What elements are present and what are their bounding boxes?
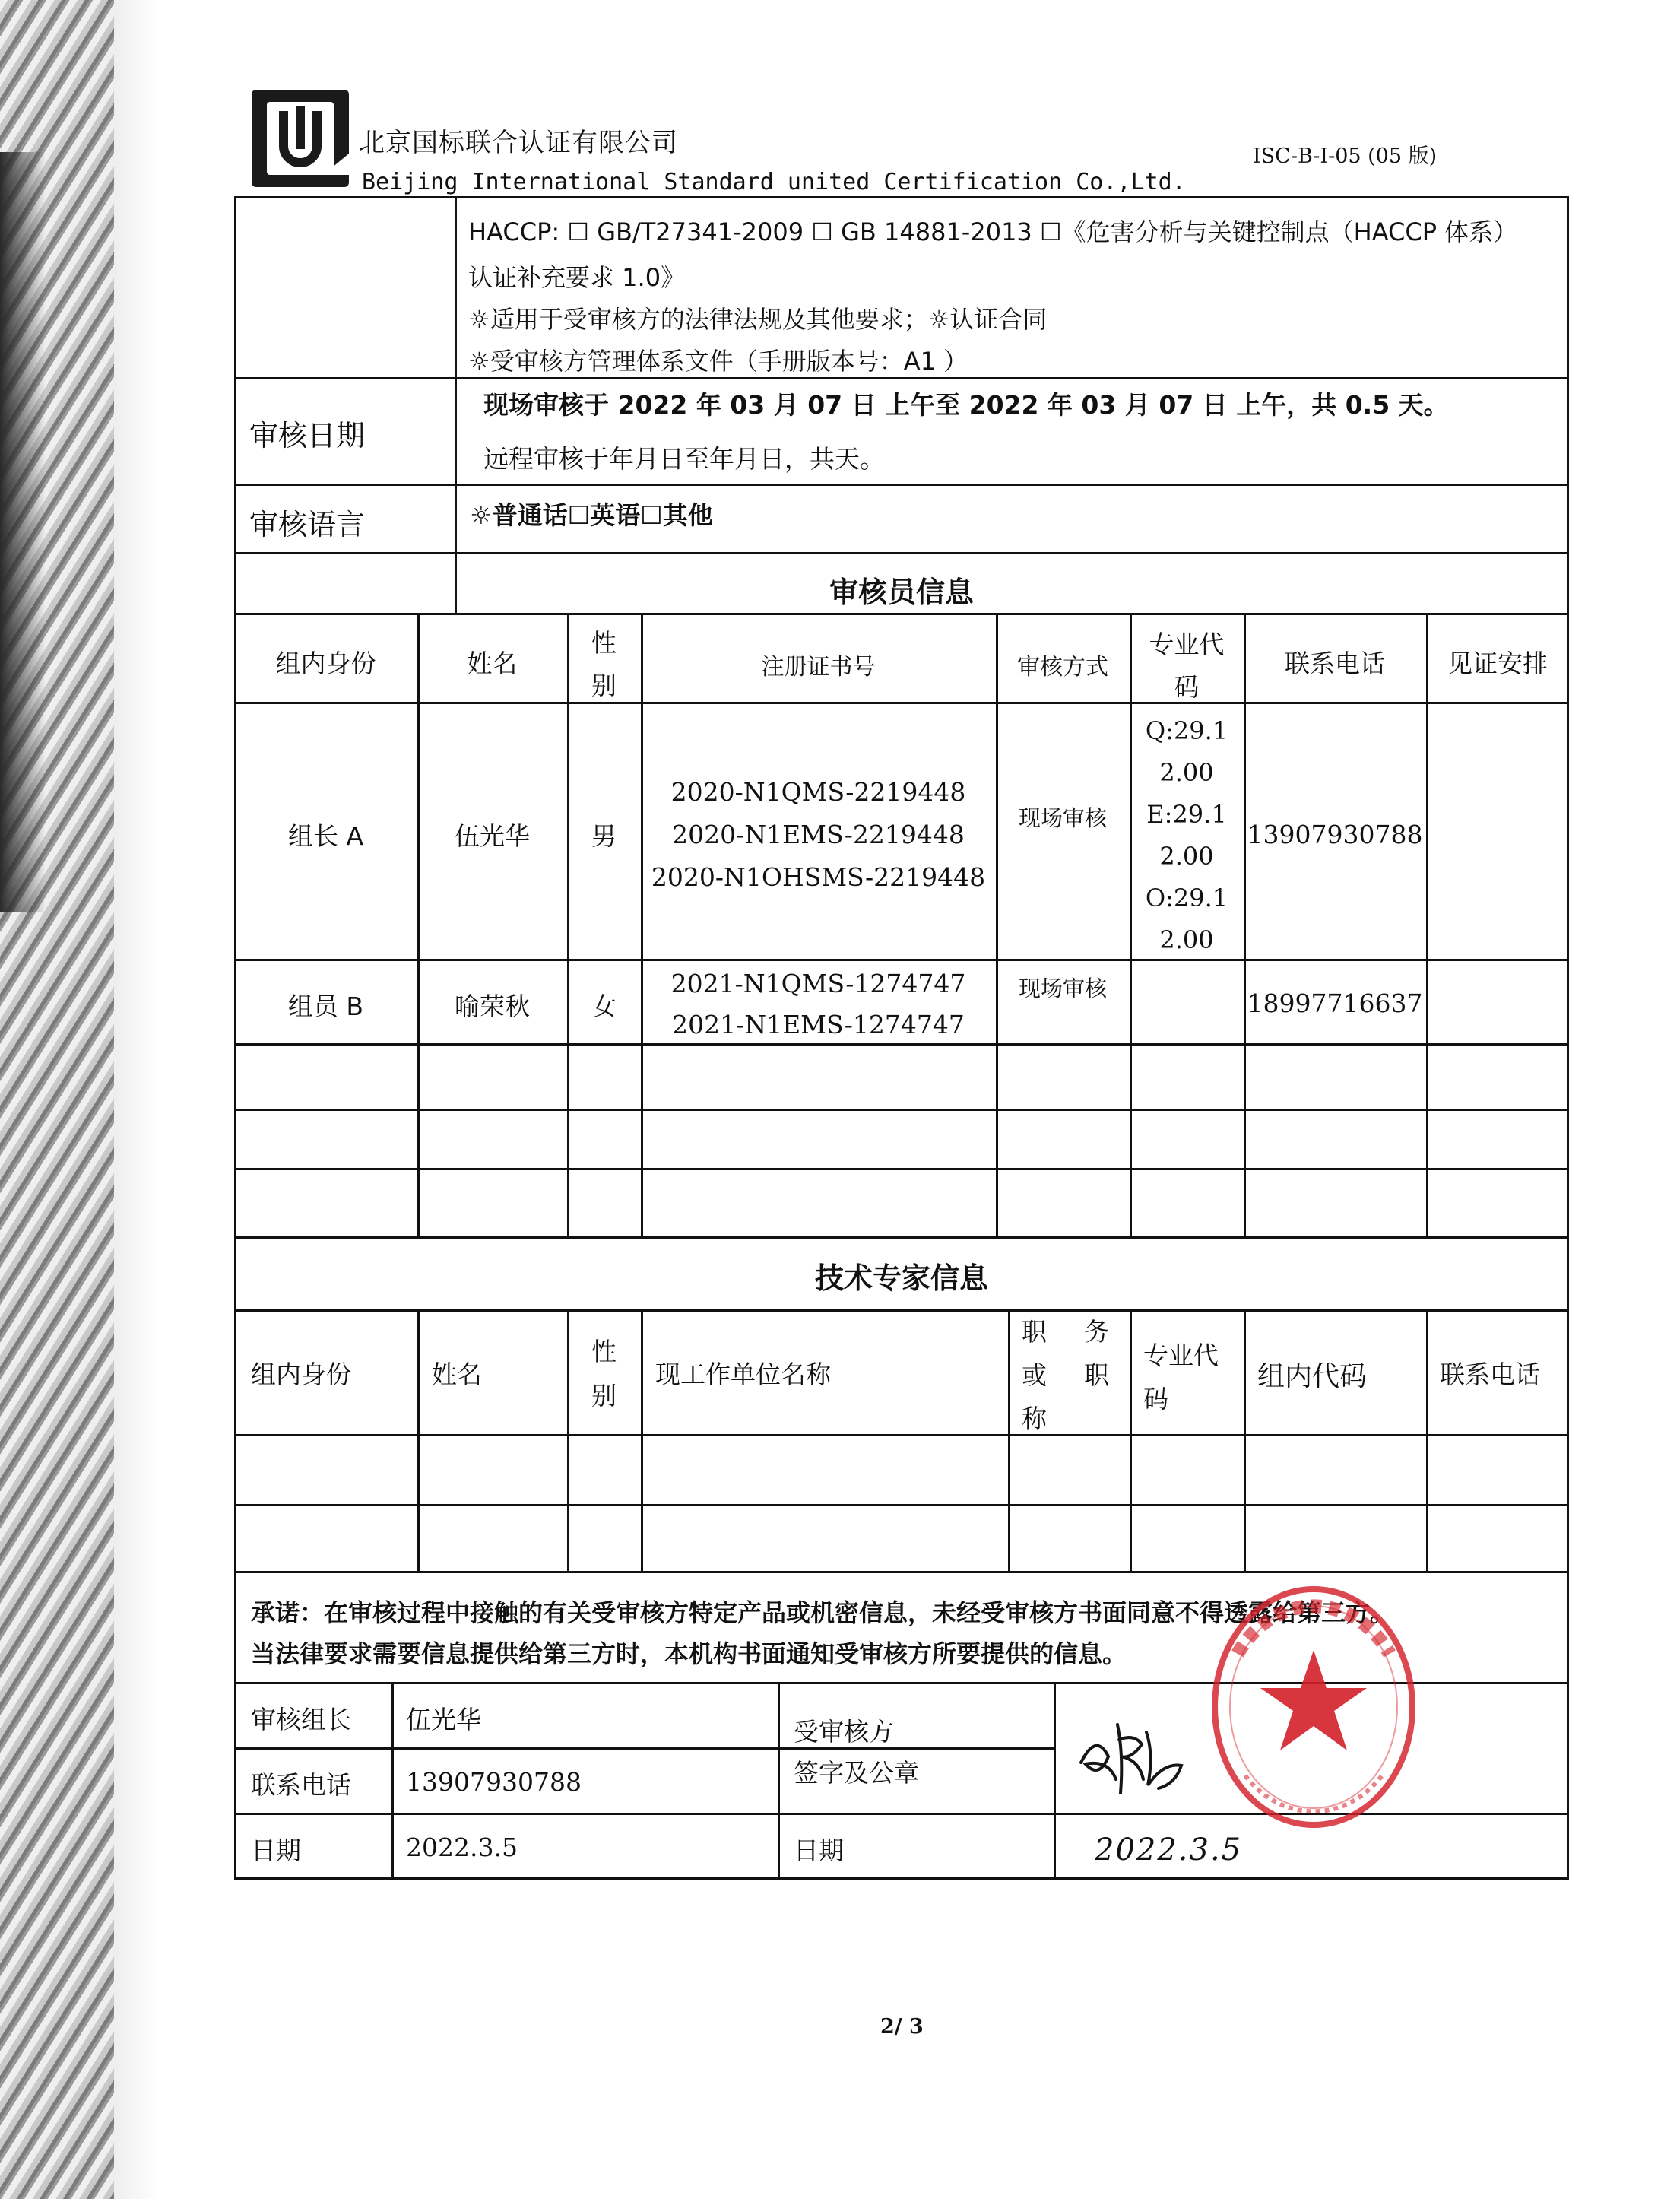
- audit-date-remote: 远程审核于年月日至年月日，共天。: [483, 444, 885, 474]
- page-number: 2/ 3: [880, 2015, 924, 2039]
- sign-phone-value: 13907930788: [406, 1767, 582, 1797]
- auditor-row-b-phone: 18997716637: [1247, 988, 1423, 1018]
- standards-line-2: 认证补充要求 1.0》: [468, 263, 686, 292]
- rule-v: [1130, 613, 1132, 1236]
- rule-v: [417, 613, 420, 1236]
- expert-section-title: 技术专家信息: [814, 1261, 988, 1295]
- page-edge-shadow: [0, 152, 46, 912]
- rule: [234, 1309, 1569, 1312]
- auditor-row-b-cert-2: 2021-N1EMS-1274747: [672, 1010, 965, 1039]
- expert-header-gender-1: 性: [591, 1337, 617, 1366]
- company-logo-icon: [247, 85, 353, 192]
- auditor-row-a-cert-1: 2020-N1QMS-2219448: [670, 777, 966, 807]
- expert-header-title-1a: 职: [1022, 1317, 1047, 1347]
- expert-header-role: 组内身份: [251, 1360, 351, 1389]
- auditor-row-b-role: 组员 B: [287, 992, 364, 1021]
- rule: [234, 1747, 1054, 1750]
- expert-header-title-2a: 或: [1022, 1360, 1047, 1390]
- auditor-row-a-code-3: E:29.1: [1146, 800, 1227, 829]
- expert-header-title-3: 称: [1022, 1404, 1047, 1433]
- sign-leader-label: 审核组长: [251, 1705, 351, 1734]
- rule-v: [1008, 1309, 1010, 1571]
- auditor-row-a-code-1: Q:29.1: [1145, 716, 1228, 745]
- expert-header-title-2b: 职: [1084, 1360, 1109, 1390]
- auditor-row-b-method: 现场审核: [1018, 976, 1107, 1001]
- rule-v: [1244, 613, 1246, 1236]
- rule-v: [641, 1309, 643, 1571]
- auditor-row-a-code-4: 2.00: [1159, 842, 1214, 871]
- auditor-header-code-1: 专业代: [1149, 630, 1225, 659]
- expert-header-gender-2: 别: [591, 1381, 617, 1410]
- auditor-row-a-role: 组长 A: [287, 821, 364, 851]
- rule: [234, 1504, 1569, 1506]
- auditor-row-a-method: 现场审核: [1018, 805, 1107, 831]
- audit-language-options: ☼普通话☐英语☐其他: [470, 500, 713, 530]
- standards-line-1: HACCP: ☐ GB/T27341-2009 ☐ GB 14881-2013 ☐《危害分析与关键控制点（HACCP 体系）: [468, 217, 1518, 246]
- standards-line-4: ☼受审核方管理体系文件（手册版本号：A1 ）: [468, 347, 968, 376]
- auditor-header-gender-1: 性: [591, 628, 617, 658]
- rule: [234, 1109, 1569, 1111]
- auditor-header-gender-2: 别: [591, 671, 617, 700]
- auditor-row-a-code-6: 2.00: [1159, 925, 1214, 954]
- expert-header-title-1b: 务: [1084, 1317, 1109, 1347]
- auditor-header-phone: 联系电话: [1285, 649, 1385, 678]
- sign-auditee-label-2: 签字及公章: [794, 1758, 919, 1788]
- audit-language-label: 审核语言: [249, 508, 366, 541]
- auditor-row-a-code-5: O:29.1: [1145, 884, 1228, 912]
- rule: [234, 552, 1569, 554]
- rule-v: [1426, 1309, 1428, 1571]
- rule-v: [641, 613, 643, 1236]
- audit-date-label: 审核日期: [249, 419, 366, 452]
- auditor-row-b-gender: 女: [591, 992, 617, 1021]
- official-seal-stamp-icon: [1207, 1582, 1420, 1832]
- rule-v: [391, 1682, 394, 1880]
- commitment-line-2: 当法律要求需要信息提供给第三方时，本机构书面通知受审核方所要提供的信息。: [251, 1639, 1127, 1668]
- auditor-row-b-name: 喻荣秋: [455, 992, 530, 1021]
- audit-date-onsite: 现场审核于 2022 年 03 月 07 日 上午至 2022 年 03 月 07 日 上午，共 0.5 天。: [483, 390, 1449, 420]
- auditor-header-method: 审核方式: [1017, 654, 1108, 681]
- auditor-row-a-gender: 男: [591, 821, 617, 851]
- expert-header-name: 姓名: [432, 1360, 482, 1389]
- company-name-en: Beijing International Standard united Certification Co.,Ltd.: [362, 169, 1186, 195]
- expert-header-code-2: 码: [1143, 1384, 1168, 1414]
- rule: [234, 959, 1569, 961]
- document-code: ISC-B-I-05 (05 版): [1253, 144, 1438, 168]
- sign-date-value: 2022.3.5: [406, 1832, 518, 1862]
- auditor-header-name: 姓名: [467, 649, 518, 678]
- rule: [234, 484, 1569, 486]
- expert-header-unit: 现工作单位名称: [655, 1360, 831, 1389]
- rule-v: [1426, 613, 1428, 1236]
- rule-v: [1244, 1309, 1246, 1571]
- sign-auditee-label-1: 受审核方: [794, 1717, 894, 1747]
- commitment-line-1: 承诺：在审核过程中接触的有关受审核方特定产品或机密信息，未经受审核方书面同意不得透露给第三方。: [251, 1598, 1395, 1627]
- rule: [234, 377, 1569, 379]
- sign-leader-value: 伍光华: [406, 1705, 481, 1734]
- auditor-row-a-code-2: 2.00: [1159, 758, 1214, 787]
- expert-header-phone: 联系电话: [1440, 1360, 1540, 1389]
- company-name-cn: 北京国标联合认证有限公司: [359, 128, 678, 158]
- rule: [234, 1043, 1569, 1046]
- expert-header-code-1: 专业代: [1143, 1341, 1219, 1370]
- auditor-row-a-cert-3: 2020-N1OHSMS-2219448: [651, 862, 986, 892]
- standards-line-3: ☼适用于受审核方的法律法规及其他要求；☼认证合同: [468, 305, 1048, 334]
- rule: [234, 613, 1569, 615]
- auditor-header-witness: 见证安排: [1447, 649, 1548, 678]
- auditor-row-a-cert-2: 2020-N1EMS-2219448: [672, 820, 965, 849]
- rule-v: [996, 613, 998, 1236]
- rule-v: [778, 1682, 780, 1880]
- handwritten-signature-icon: [1072, 1709, 1193, 1808]
- auditor-row-a-name: 伍光华: [455, 821, 530, 851]
- rule: [234, 1168, 1569, 1170]
- rule: [234, 1434, 1569, 1436]
- rule: [234, 702, 1569, 704]
- rule-v: [417, 1309, 420, 1571]
- rule-v: [455, 196, 457, 613]
- rule-v: [1130, 1309, 1132, 1571]
- sign-date-label: 日期: [251, 1836, 301, 1865]
- auditor-header-code-2: 码: [1174, 672, 1200, 702]
- rule-v: [567, 613, 569, 1236]
- auditor-header-cert: 注册证书号: [761, 654, 876, 681]
- sign-auditee-date-handwritten: 2022.3.5: [1095, 1832, 1243, 1867]
- rule: [234, 1236, 1569, 1239]
- rule: [234, 1571, 1569, 1573]
- sign-auditee-date-label: 日期: [794, 1836, 844, 1865]
- sign-phone-label: 联系电话: [251, 1770, 351, 1800]
- auditor-row-b-cert-1: 2021-N1QMS-1274747: [670, 969, 966, 998]
- rule-v: [1054, 1682, 1056, 1880]
- auditor-header-role: 组内身份: [275, 649, 376, 678]
- expert-header-group-code: 组内代码: [1257, 1361, 1368, 1392]
- auditor-row-a-phone: 13907930788: [1247, 820, 1423, 849]
- auditor-section-title: 审核员信息: [829, 576, 974, 609]
